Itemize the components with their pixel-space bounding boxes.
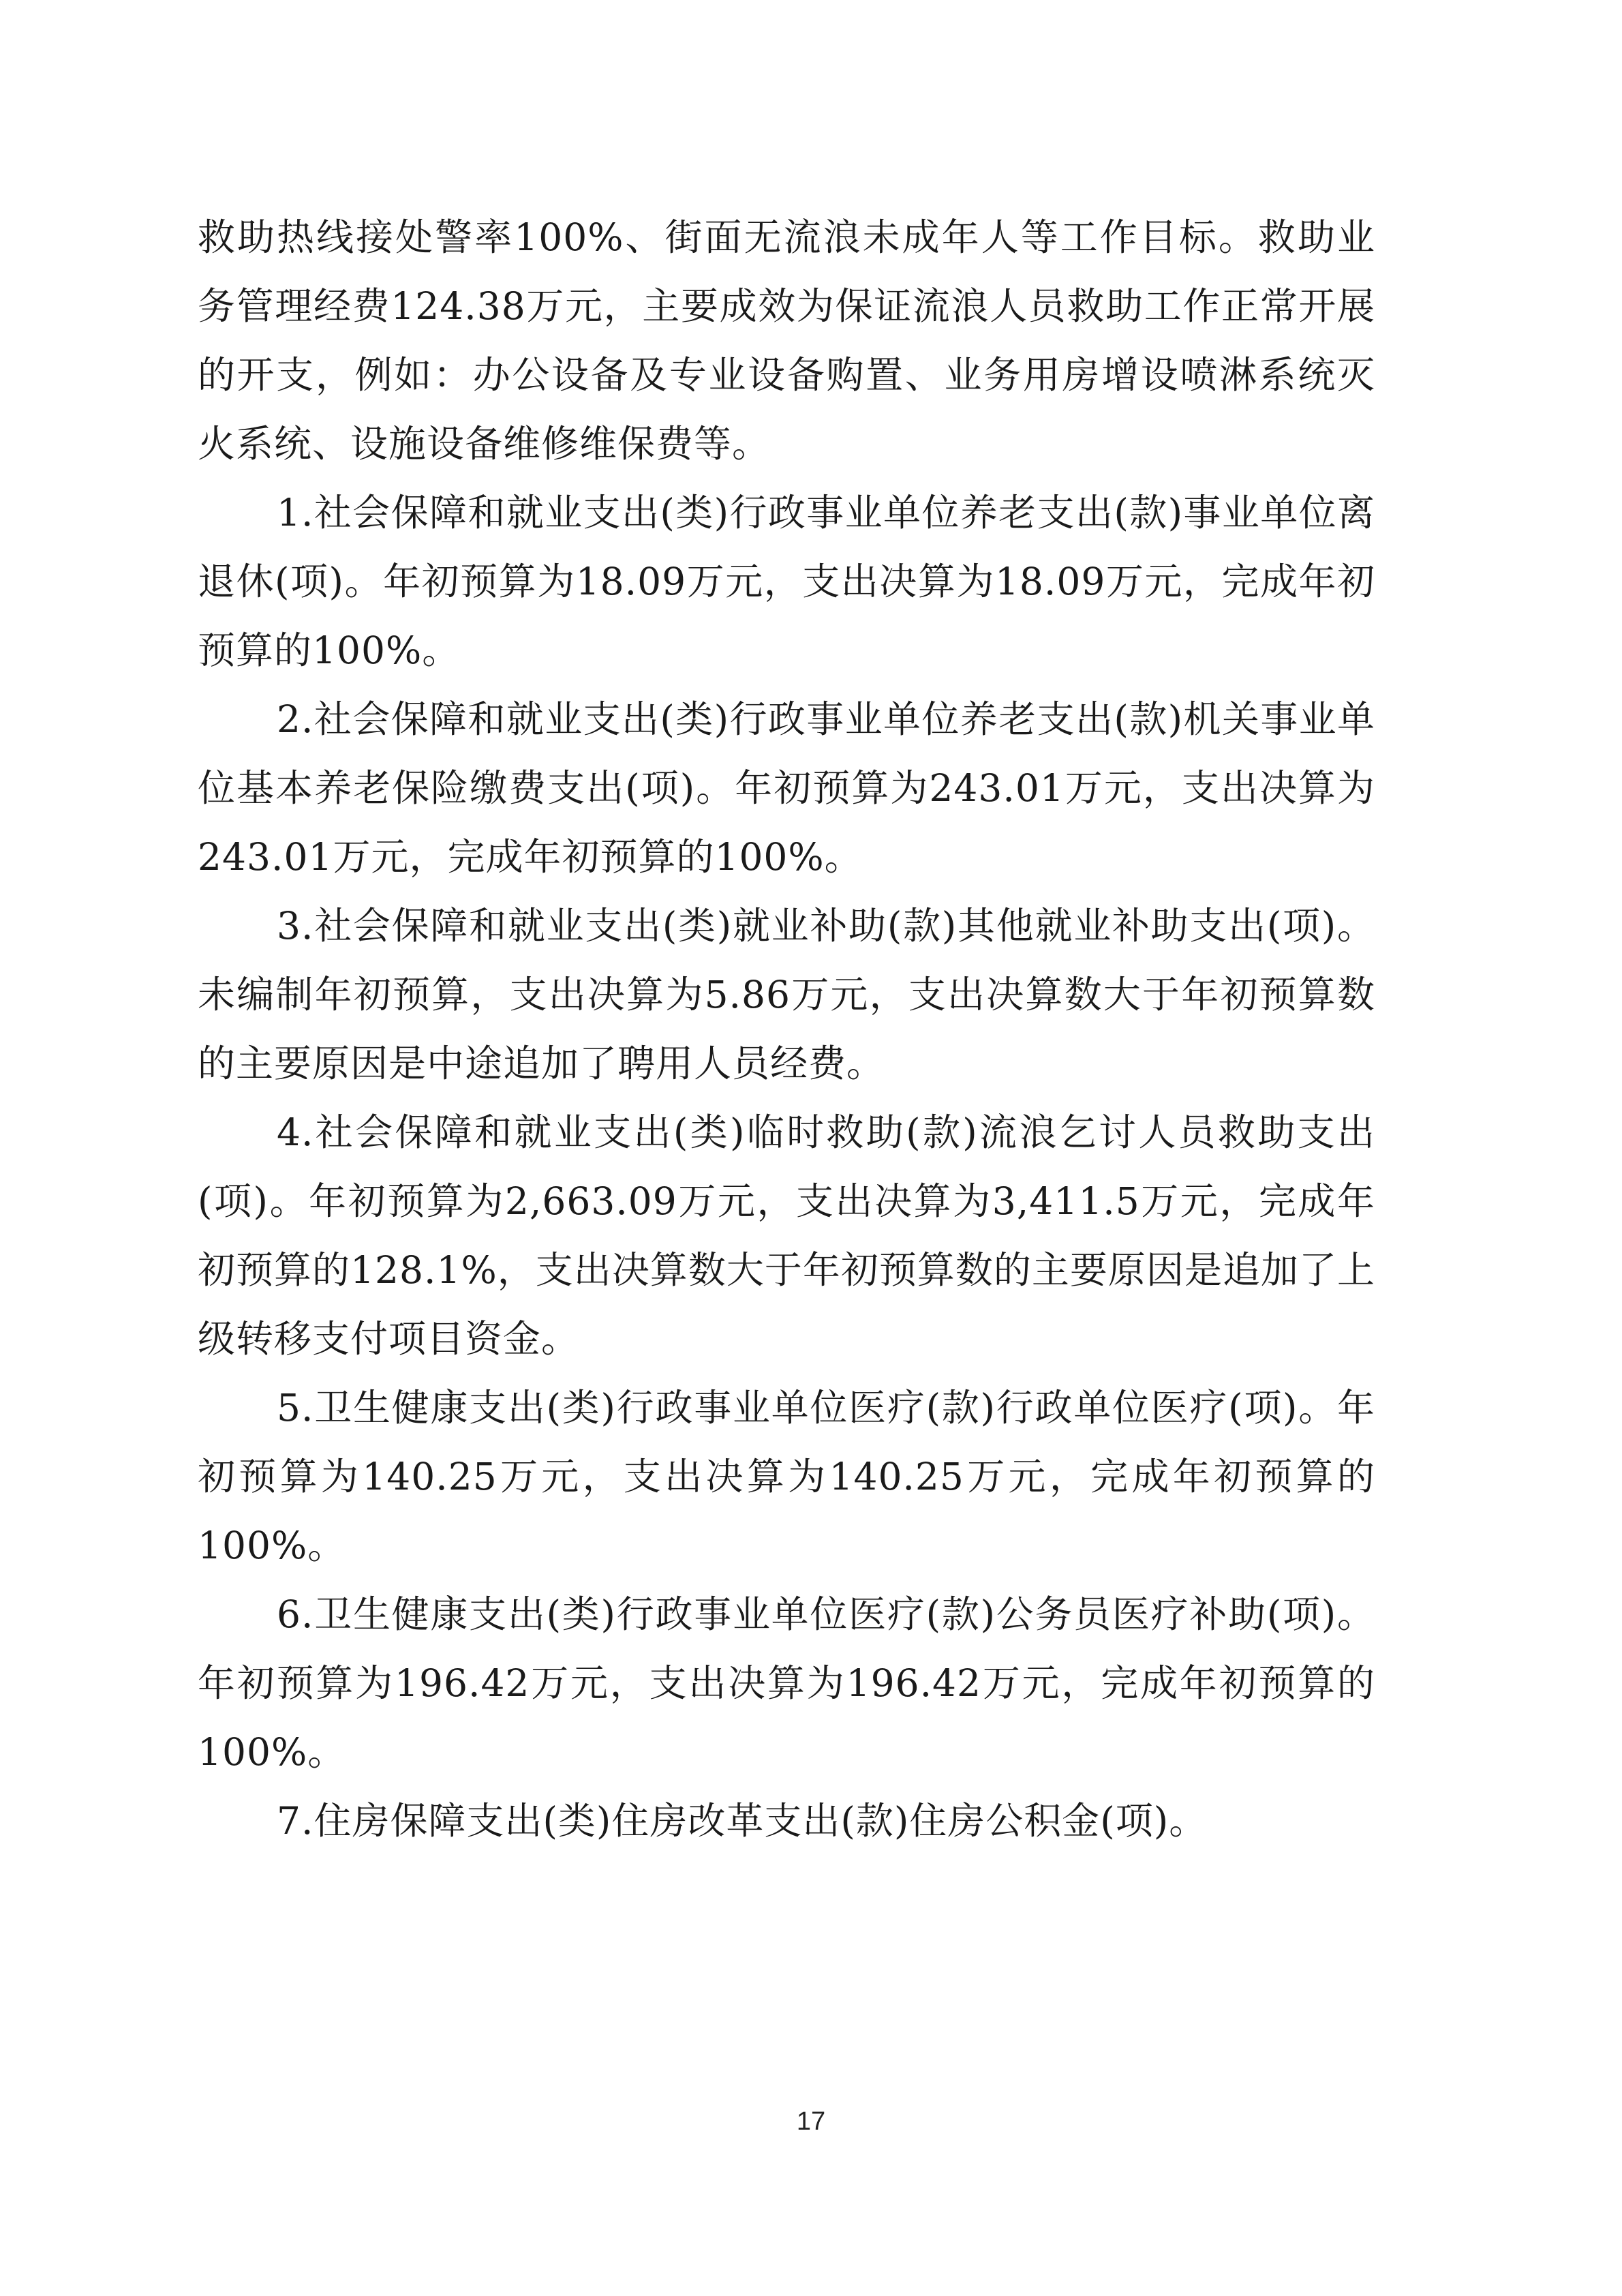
paragraph-item-5-admin-medical: 5.卫生健康支出(类)行政事业单位医疗(款)行政单位医疗(项)。年初预算为140.25万元，支出决算为140.25万元，完成年初预算的100%。 [198, 1386, 1375, 1567]
paragraph-rescue-fund-summary: 救助热线接处警率100%、街面无流浪未成年人等工作目标。救助业务管理经费124.38万元，主要成效为保证流浪人员救助工作正常开展的开支，例如：办公设备及专业设备购置、业务用房增设喷淋系统灭火系统、设施设备维修维保费等。 [198, 215, 1375, 466]
document-body [198, 203, 1375, 1856]
paragraph-item-1-retirement: 1.社会保障和就业支出(类)行政事业单位养老支出(款)事业单位离退休(项)。年初预算为18.09万元，支出决算为18.09万元，完成年初预算的100%。 [198, 491, 1375, 672]
paragraph-item-3-employment-subsidy: 3.社会保障和就业支出(类)就业补助(款)其他就业补助支出(项)。未编制年初预算，支出决算为5.86万元，支出决算数大于年初预算数的主要原因是中途追加了聘用人员经费。 [198, 904, 1375, 1085]
paragraph-item-7-housing-fund: 7.住房保障支出(类)住房改革支出(款)住房公积金(项)。 [277, 1799, 1208, 1843]
page-number: 17 [796, 2107, 826, 2136]
paragraph-item-6-civil-servant-medical: 6.卫生健康支出(类)行政事业单位医疗(款)公务员医疗补助(项)。年初预算为196.42万元，支出决算为196.42万元，完成年初预算的100%。 [198, 1592, 1375, 1774]
paragraph-item-2-pension-insurance: 2.社会保障和就业支出(类)行政事业单位养老支出(款)机关事业单位基本养老保险缴费支出(项)。年初预算为243.01万元，支出决算为243.01万元，完成年初预算的100%。 [198, 697, 1375, 879]
paragraph-item-4-vagrant-rescue: 4.社会保障和就业支出(类)临时救助(款)流浪乞讨人员救助支出(项)。年初预算为2,663.09万元，支出决算为3,411.5万元，完成年初预算的128.1%，支出决算数大于年初预算数的主要原因是追加了上级转移支付项目资金。 [198, 1111, 1375, 1361]
